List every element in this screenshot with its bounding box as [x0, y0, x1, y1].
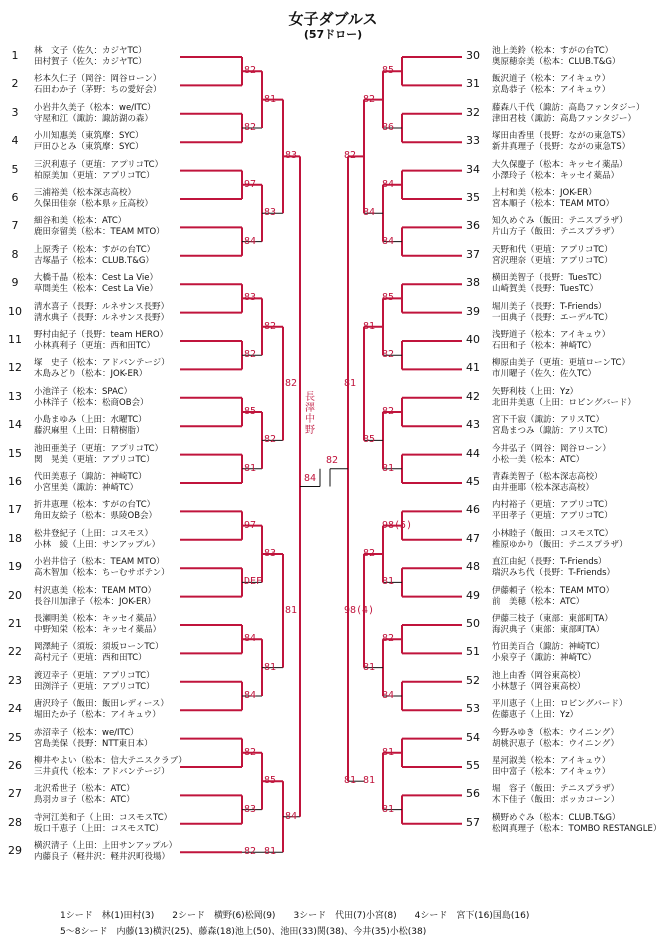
match-score: 81 — [382, 462, 395, 474]
match-score: 82 — [264, 320, 277, 332]
player-2: 田村賀子（佐久：カジヤTC） — [34, 57, 147, 67]
player-1: 浅野道子（松本：アイキュウ） — [492, 330, 611, 340]
draw-number: 33 — [466, 134, 480, 148]
match-score: 83 — [285, 150, 298, 162]
player-1: 塚 史子（松本：アドバンテージ） — [34, 358, 170, 369]
player-1: 上原秀子（松本：すがの台TC） — [34, 244, 156, 255]
player-1: 平川恵子（上田：ロビングバード） — [492, 699, 628, 710]
pair-names — [34, 273, 158, 295]
pair-names — [492, 188, 614, 210]
draw-number: 34 — [466, 162, 480, 176]
pair-names — [34, 103, 156, 125]
pair-names — [492, 813, 661, 835]
player-2: 前 美穂（松本：ATC） — [492, 596, 585, 607]
player-2: 奥原穂奈美（松本：CLUB.T&G） — [492, 57, 621, 67]
player-1: 杉本久仁子（岡谷：岡谷ローン） — [34, 74, 162, 85]
draw-number: 8 — [11, 247, 19, 261]
player-1: 清水喜子（長野：ルネサンス長野） — [34, 301, 170, 312]
draw-number: 50 — [466, 617, 480, 630]
draw-number: 45 — [466, 475, 480, 488]
player-1: 今野みゆき（松本：ウイニング） — [492, 727, 619, 738]
player-1: 大久保慶子（松本：キッセイ薬品） — [492, 159, 628, 170]
player-2: 鹿田奈留美（松本：TEAM MTO） — [34, 227, 165, 238]
draw-number: 12 — [8, 361, 22, 375]
match-score: 98(5) — [382, 519, 413, 531]
player-1: 池上美鈴（松本：すがの台TC） — [492, 46, 614, 56]
draw-number: 21 — [8, 617, 22, 630]
player-1: 池上由香（岡谷東高校） — [492, 670, 586, 681]
player-2: 中野知栄（松本：キッセイ薬品） — [34, 625, 162, 635]
player-2: 小林真利子（更埴：西和田TC） — [34, 341, 156, 351]
draw-number: 46 — [466, 503, 480, 517]
player-2: 久保田佳奈（松本県ヶ丘高校） — [34, 199, 154, 209]
pair-names — [34, 529, 160, 551]
player-2: 小林 綾（上田：サンアップル） — [34, 539, 161, 550]
match-score: 82 — [382, 633, 395, 645]
match-score: 81 — [264, 93, 277, 105]
pair-names — [34, 557, 170, 579]
player-1: 堀川美子（長野：T-Friends） — [492, 301, 607, 312]
player-2: 木下佳子（飯田：ポッカコーン） — [492, 795, 620, 806]
pair-names — [34, 46, 147, 68]
player-1: 赤沼幸子（松本：we/ITC） — [34, 727, 139, 738]
player-2: 木島みどり（松本：JOK-ER） — [34, 369, 148, 380]
seed-note-line-1: 1シード 林(1)田村(3) 2シード 横野(6)松岡(9) 3シード 代田(7)小宮(8) 4シード 宮下(16)国島(16) — [60, 911, 530, 921]
match-score: 81 — [363, 661, 376, 673]
match-score: 81 — [285, 604, 298, 616]
pair-names — [34, 586, 156, 608]
draw-number: 14 — [8, 418, 22, 432]
draw-number: 41 — [466, 361, 480, 375]
pair-names — [492, 330, 610, 352]
pair-names — [34, 131, 144, 153]
player-1: 伊藤三枝子（東部：東部町TA） — [492, 614, 613, 624]
draw-number: 1 — [11, 49, 19, 62]
match-score: 84 — [244, 633, 257, 645]
player-1: 柳井やよい（松本：信大テニスクラブ） — [34, 756, 187, 766]
draw-number: 48 — [466, 560, 480, 574]
player-2: 津田君枝（諏訪：高島ファンタジー） — [492, 113, 636, 124]
pair-names — [492, 614, 613, 636]
match-score: 81 — [264, 661, 277, 673]
player-2: 坂口千恵子（上田：コスモスTC） — [34, 823, 164, 834]
draw-number: 9 — [11, 276, 19, 290]
match-score: 82 — [382, 349, 395, 361]
draw-number: 32 — [466, 105, 480, 119]
match-score: 85 — [244, 406, 257, 417]
player-2: 柏原美加（更埴：アプリコTC） — [34, 170, 155, 181]
match-score: 82 — [264, 434, 277, 446]
player-2: 山崎賀美（長野：TuesTC） — [492, 284, 599, 295]
draw-number: 51 — [466, 645, 480, 659]
pair-names — [34, 245, 155, 267]
player-1: 横田美智子（長野：TuesTC） — [492, 273, 607, 284]
match-score: 84 — [382, 235, 395, 247]
player-1: 三沢利恵子（更埴：アプリコTC） — [34, 159, 164, 170]
player-2: 瑞沢みち代（長野：T-Friends） — [492, 568, 616, 579]
pair-names — [492, 557, 615, 579]
pair-names — [492, 46, 620, 68]
player-1: 塚田由香里（長野：ながの東急TS） — [492, 131, 631, 142]
player-1: 小岩井久美子（松本：we/ITC） — [34, 102, 156, 113]
draw-number: 19 — [8, 560, 22, 574]
pair-names — [34, 188, 153, 210]
match-score: 84 — [285, 810, 298, 822]
draw-number: 49 — [466, 588, 480, 602]
match-score: 82 — [244, 846, 257, 858]
pair-names — [492, 529, 628, 551]
draw-number: 56 — [466, 787, 480, 801]
player-1: 小島まゆみ（上田：水曜TC） — [34, 415, 147, 426]
draw-number: 57 — [466, 815, 480, 829]
player-1: 渡辺幸子（更埴：アプリコTC） — [34, 670, 155, 681]
match-score: 84 — [363, 207, 376, 219]
page-subtitle: (57ドロー) — [303, 28, 363, 41]
player-2: 佐藤恵子（上田：Yz） — [492, 710, 579, 721]
draw-number: 18 — [8, 531, 22, 545]
match-score: 97 — [244, 519, 257, 531]
player-2: 石田わか子（茅野：ちの愛好会） — [34, 85, 162, 96]
player-2: 守屋和江（諏訪：諏訪湖の森） — [34, 113, 154, 124]
match-score: 81 — [264, 846, 277, 858]
draw-number: 55 — [466, 759, 480, 772]
player-1: 小川知惠美（東筑摩：SYC） — [34, 131, 144, 142]
match-score: 83 — [244, 292, 257, 304]
draw-number: 23 — [8, 673, 22, 687]
match-score: 85 — [264, 775, 277, 787]
page-title: 女子ダブルス — [288, 10, 378, 28]
draw-number: 5 — [11, 162, 19, 176]
player-1: 宮下千寂（諏訪：アリスTC） — [492, 415, 605, 426]
player-1: 細谷和美（松本：ATC） — [34, 216, 127, 227]
draw-number: 53 — [466, 702, 480, 716]
draw-number: 27 — [8, 787, 22, 801]
player-1: 伊藤頼子（松本：TEAM MTO） — [492, 585, 615, 596]
player-2: 高木智加（松本：ちーむサボテン） — [34, 568, 170, 579]
player-2: 鳥羽カヨ子（松本：ATC） — [34, 795, 135, 806]
match-score: 82 — [363, 548, 376, 559]
draw-number: 31 — [466, 77, 480, 91]
player-2: 高村元子（更埴：西和田TC） — [34, 653, 147, 664]
draw-number: 3 — [11, 105, 19, 119]
draw-number: 25 — [8, 730, 22, 744]
pair-names — [34, 671, 155, 693]
player-2: 市川曜子（佐久：佐久TC） — [492, 369, 597, 380]
match-score: 86 — [382, 122, 395, 133]
player-2: 宮島美保（長野：NTT東日本） — [34, 738, 153, 749]
player-1: 飯沢道子（松本：アイキュウ） — [492, 74, 611, 85]
pair-names — [34, 472, 147, 494]
pair-names — [492, 415, 613, 437]
pair-names — [492, 216, 628, 238]
player-1: 矢野利枝（上田：Yz） — [492, 386, 579, 397]
player-1: 野村由紀子（長野：team HERO） — [34, 330, 169, 340]
player-2: 関 晃美（更埴：アプリコTC） — [34, 454, 155, 465]
draw-number: 35 — [466, 191, 480, 204]
player-1: 直江由紀（長野：T-Friends） — [492, 557, 607, 568]
draw-number: 16 — [8, 475, 22, 488]
match-score: 82 — [244, 65, 257, 77]
player-1: 横野めぐみ（松本：CLUB.T&G） — [492, 812, 621, 823]
pair-names — [492, 302, 613, 324]
pair-names — [34, 841, 177, 863]
match-score: 82 — [382, 406, 395, 417]
draw-number: 22 — [8, 645, 22, 659]
player-1: 天野和代（更埴：アプリコTC） — [492, 244, 613, 255]
player-2: 小林慧子（岡谷東高校） — [492, 681, 586, 692]
player-1: 松井登紀子（上田：コスモス） — [34, 528, 154, 539]
player-1: 北沢希世子（松本：ATC） — [34, 784, 135, 795]
player-2: 小林洋子（松本：松商OB会） — [34, 397, 149, 408]
player-2: 宮本順子（松本：TEAM MTO） — [492, 199, 615, 209]
pair-names — [492, 160, 628, 182]
match-score: 82 — [285, 377, 298, 389]
draw-number: 44 — [466, 446, 480, 460]
player-1: 星河淑美（松本：アイキュウ） — [492, 756, 611, 766]
pair-names — [34, 387, 149, 409]
pair-names — [492, 103, 645, 125]
player-2: 新井真理子（長野：ながの東急TS） — [492, 142, 631, 153]
draw-number: 54 — [466, 730, 480, 744]
draw-number: 6 — [11, 191, 19, 204]
match-score: 83 — [264, 548, 277, 559]
match-score: 84 — [382, 178, 395, 190]
pair-names — [34, 728, 153, 750]
player-2: 小松一美（松本：ATC） — [492, 454, 585, 465]
match-score: 81 — [382, 576, 395, 588]
player-2: 内藤良子（軽井沢：軽井沢町役場） — [34, 852, 171, 863]
pair-names — [34, 813, 172, 835]
pair-names — [492, 642, 605, 664]
player-1: 池田亜美子（更埴：アプリコTC） — [34, 443, 164, 454]
player-1: 岡澤純子（須坂：須坂ローンTC） — [34, 642, 164, 653]
match-score: 81 — [363, 320, 376, 332]
referee-stamp: 長澤 中野 — [305, 392, 315, 436]
player-2: 石田和子（松本：神崎TC） — [492, 341, 597, 351]
player-1: 折井恵理（松本：すがの台TC） — [34, 500, 156, 511]
pair-names — [492, 728, 619, 750]
player-1: 今井弘子（岡谷：岡谷ローン） — [492, 443, 611, 454]
player-1: 青森美智子（松本深志高校） — [492, 472, 603, 482]
player-2: 宮島まつみ（諏訪：アリスTC） — [492, 426, 613, 437]
pair-names — [34, 160, 163, 182]
draw-number: 26 — [8, 759, 22, 772]
draw-number: 20 — [8, 588, 22, 602]
draw-number: 39 — [466, 304, 480, 318]
player-2: 片山方子（飯田：テニスプラザ） — [492, 227, 620, 238]
match-score: 98(4) — [344, 604, 375, 616]
player-2: 椎原ゆかり（飯田：テニスプラザ） — [492, 539, 628, 550]
player-2: 草間美生（松本：Cest La Vie） — [34, 284, 158, 295]
match-score: 85 — [363, 434, 376, 446]
draw-number: 11 — [8, 333, 22, 346]
player-2: 戸田ひとみ（東筑摩：SYC） — [34, 142, 144, 153]
player-1: 大橋千晶（松本：Cest La Vie） — [34, 273, 158, 284]
pair-names — [492, 500, 613, 522]
pair-names — [492, 387, 636, 409]
pair-names — [492, 671, 586, 693]
pair-names — [34, 74, 162, 96]
pair-names — [34, 756, 187, 778]
pair-names — [34, 216, 165, 238]
player-1: 内村裕子（更埴：アプリコTC） — [492, 500, 613, 511]
pair-names — [492, 586, 614, 608]
seed-note-line-2: 5～8シード 内藤(13)横沢(25)、藤森(18)池上(50)、池田(33)関(38)、今井(35)小松(38) — [60, 927, 427, 937]
player-1: 知久めぐみ（飯田：テニスプラザ） — [492, 216, 628, 227]
draw-number: 17 — [8, 503, 22, 517]
pair-names — [34, 784, 135, 806]
pair-names — [34, 444, 163, 466]
match-score: 85 — [382, 292, 395, 304]
pair-names — [34, 699, 169, 721]
pair-names — [492, 358, 630, 380]
match-score: 81 — [244, 462, 257, 474]
pair-names — [492, 699, 627, 721]
pair-names — [34, 415, 147, 437]
player-2: 京島恭子（松本：アイキュウ） — [492, 85, 611, 96]
draw-number: 36 — [466, 219, 480, 233]
player-1: 堀 容子（飯田：テニスプラザ） — [492, 784, 620, 795]
pair-names — [34, 330, 168, 352]
pair-names — [34, 500, 157, 522]
pair-names — [492, 756, 610, 778]
player-2: 田中富子（松本：アイキュウ） — [492, 767, 611, 777]
match-score: DEF — [244, 576, 263, 588]
match-score: 82 — [244, 746, 257, 758]
player-2: 角田友絵子（松本：県陵OB会） — [34, 511, 158, 522]
player-1: 長瀬明美（松本：キッセイ薬品） — [34, 614, 162, 624]
match-score: 81 — [344, 775, 357, 787]
match-score: 82 — [344, 150, 357, 162]
player-2: 一田典子（長野：エーデルTC） — [492, 312, 613, 323]
player-2: 堀田たか子（松本：アイキュウ） — [34, 710, 161, 721]
draw-number: 13 — [8, 389, 22, 403]
draw-number: 24 — [8, 702, 22, 716]
draw-number: 7 — [11, 219, 19, 233]
player-1: 上村和美（松本：JOK-ER） — [492, 188, 597, 198]
match-score: 81 — [382, 746, 395, 758]
player-1: 横沢清子（上田：上田サンアップル） — [34, 841, 178, 852]
player-2: 胡桃沢恵子（松本：ウイニング） — [492, 738, 619, 749]
player-2: 吉塚晶子（松本：CLUB.T&G） — [34, 255, 154, 266]
player-2: 平田孝子（更埴：アプリコTC） — [492, 511, 613, 522]
pair-names — [492, 245, 613, 267]
draw-number: 29 — [8, 844, 22, 858]
player-2: 松岡真理子（松本：TOMBO RESTANGLE） — [492, 823, 662, 834]
player-2: 小澤玲子（松本：キッセイ薬品） — [492, 170, 620, 181]
player-2: 清水典子（長野：ルネサンス長野） — [34, 312, 170, 323]
player-1: 寺河江美和子（上田：コスモスTC） — [34, 812, 173, 823]
player-1: 唐沢玲子（飯田：飯田レディース） — [34, 699, 169, 710]
draw-number: 4 — [11, 134, 19, 148]
pair-names — [492, 784, 619, 806]
draw-number: 30 — [466, 49, 480, 62]
player-1: 村沢恵美（松本：TEAM MTO） — [34, 585, 157, 596]
pair-names — [492, 472, 603, 494]
draw-number: 52 — [466, 673, 480, 687]
player-1: 代田美恵子（諏訪：神崎TC） — [34, 472, 147, 482]
match-score: 83 — [264, 207, 277, 219]
player-2: 小泉亨子（諏訪：神崎TC） — [492, 653, 597, 664]
player-2: 北田井美恵（上田：ロビングバード） — [492, 397, 636, 408]
draw-number: 42 — [466, 389, 480, 403]
player-1: 竹田美百合（諏訪：神崎TC） — [492, 642, 605, 653]
match-score: 81 — [344, 377, 357, 389]
player-2: 藤沢麻里（上田：日精樹脂） — [34, 426, 145, 437]
player-2: 三井貞代（松本：アドバンテージ） — [34, 767, 170, 777]
player-2: 宮沢理奈（更埴：アプリコTC） — [492, 255, 613, 266]
pair-names — [34, 614, 161, 636]
match-score: 84 — [304, 472, 317, 484]
draw-number: 47 — [466, 531, 480, 545]
match-score: 97 — [244, 178, 257, 190]
player-2: 海沢典子（東部：東部町TA） — [492, 625, 605, 635]
player-1: 柳原由美子（更埴：更埴ローンTC） — [492, 358, 630, 369]
player-2: 田渕洋子（更埴：アプリコTC） — [34, 681, 155, 692]
player-1: 藤森八千代（諏訪：高島ファンタジー） — [492, 102, 645, 113]
match-score: 84 — [382, 690, 395, 701]
player-1: 小池洋子（松本：SPAC） — [34, 386, 133, 397]
player-1: 小林睦子（飯田：コスモスTC） — [492, 528, 614, 539]
draw-number: 43 — [466, 418, 480, 432]
pair-names — [492, 444, 611, 466]
draw-number: 15 — [8, 446, 22, 460]
draw-number: 28 — [8, 815, 22, 829]
player-2: 長谷川加津子（松本：JOK-ER） — [34, 596, 156, 607]
match-score: 82 — [363, 93, 376, 105]
player-1: 小岩井信子（松本：TEAM MTO） — [34, 557, 165, 568]
match-score: 84 — [244, 235, 257, 247]
player-1: 三浦裕美（松本深志高校） — [34, 188, 137, 198]
draw-number: 10 — [8, 304, 22, 318]
pair-names — [492, 74, 610, 96]
match-score: 81 — [363, 775, 376, 787]
match-score: 84 — [244, 690, 257, 701]
pair-names — [34, 358, 170, 380]
match-score: 83 — [244, 803, 257, 815]
pair-names — [34, 302, 169, 324]
draw-number: 40 — [466, 333, 480, 346]
draw-number: 37 — [466, 247, 480, 261]
pair-names — [492, 131, 630, 153]
match-score: 81 — [382, 803, 395, 815]
player-2: 由井亜耶（松本深志高校） — [492, 483, 595, 493]
player-1: 林 文子（佐久：カジヤTC） — [34, 46, 147, 56]
draw-number: 38 — [466, 276, 480, 290]
match-score: 82 — [244, 349, 257, 361]
draw-number: 2 — [11, 77, 19, 91]
match-score: 85 — [382, 65, 395, 77]
pair-names — [34, 642, 163, 664]
player-2: 小宮里美（諏訪：神崎TC） — [34, 483, 139, 493]
pair-names — [492, 273, 607, 295]
match-score: 82 — [244, 122, 257, 133]
match-score: 82 — [326, 454, 339, 466]
